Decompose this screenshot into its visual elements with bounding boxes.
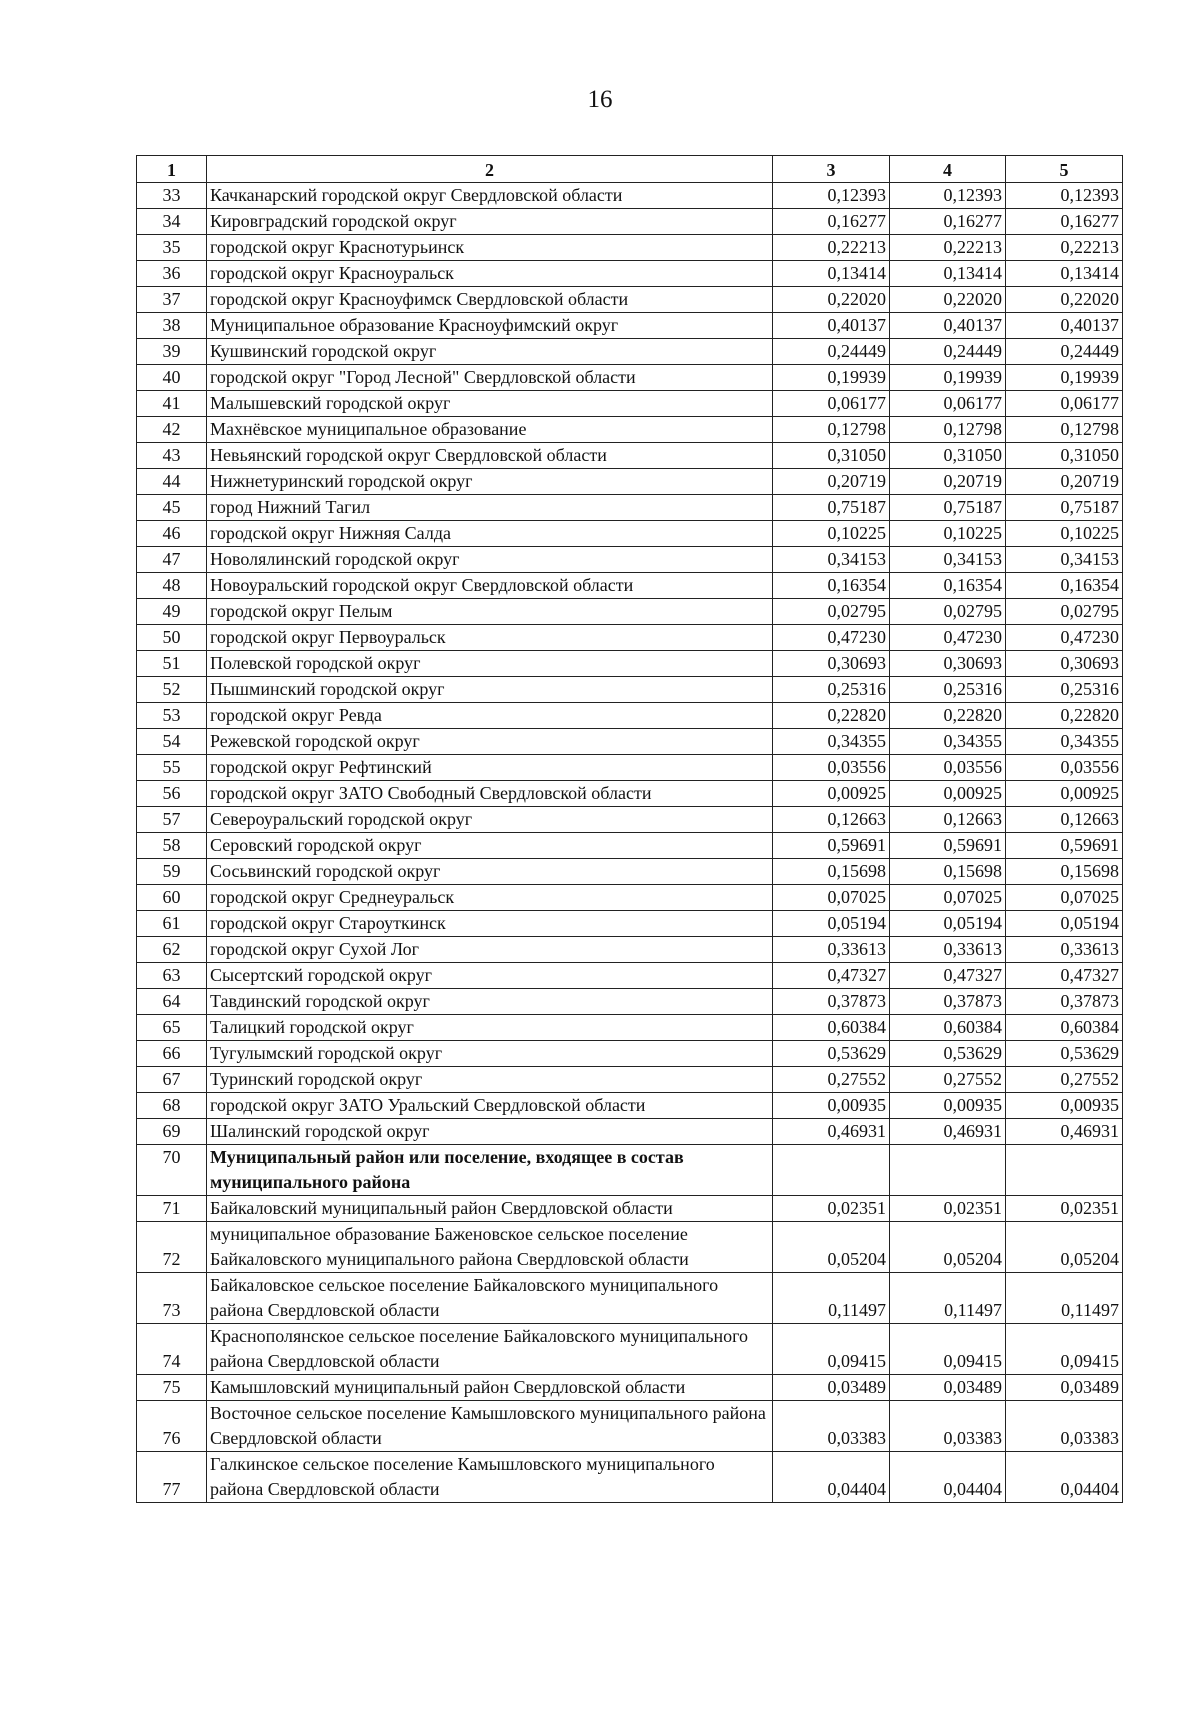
value-col3-cell: 0,11497 (773, 1273, 890, 1324)
value-col3-cell (773, 1145, 890, 1196)
value-col5-cell: 0,53629 (1006, 1041, 1123, 1067)
coefficients-table (136, 155, 1123, 1503)
table-header-row (137, 156, 1123, 183)
table-row (137, 261, 1123, 287)
value-col5-cell: 0,34153 (1006, 547, 1123, 573)
value-col5-cell: 0,24449 (1006, 339, 1123, 365)
value-col3-cell: 0,59691 (773, 833, 890, 859)
value-col4-cell: 0,03383 (890, 1401, 1006, 1452)
value-col4-cell: 0,09415 (890, 1324, 1006, 1375)
value-col4-cell: 0,04404 (890, 1452, 1006, 1503)
table-row (137, 339, 1123, 365)
value-col4-cell: 0,47230 (890, 625, 1006, 651)
value-col5-cell: 0,46931 (1006, 1119, 1123, 1145)
municipality-name-cell: Камышловский муниципальный район Свердловской области (207, 1375, 773, 1401)
municipality-name-cell: городской округ Первоуральск (207, 625, 773, 651)
table-row (137, 209, 1123, 235)
table-row (137, 313, 1123, 339)
value-col3-cell: 0,34153 (773, 547, 890, 573)
table-row (137, 599, 1123, 625)
value-col5-cell: 0,09415 (1006, 1324, 1123, 1375)
table-row (137, 1119, 1123, 1145)
row-number-cell: 39 (137, 339, 207, 365)
value-col4-cell: 0,20719 (890, 469, 1006, 495)
municipality-name-cell: Режевской городской округ (207, 729, 773, 755)
row-number-cell: 65 (137, 1015, 207, 1041)
municipality-name-cell: городской округ Среднеуральск (207, 885, 773, 911)
row-number-cell: 47 (137, 547, 207, 573)
table-row (137, 365, 1123, 391)
table-row (137, 755, 1123, 781)
row-number-cell: 69 (137, 1119, 207, 1145)
row-number-cell: 66 (137, 1041, 207, 1067)
value-col4-cell: 0,33613 (890, 937, 1006, 963)
value-col3-cell: 0,30693 (773, 651, 890, 677)
value-col3-cell: 0,22213 (773, 235, 890, 261)
row-number-cell: 44 (137, 469, 207, 495)
municipality-name-cell: Галкинское сельское поселение Камышловского муниципального района Свердловской области (207, 1452, 773, 1503)
value-col3-cell: 0,20719 (773, 469, 890, 495)
row-number-cell: 38 (137, 313, 207, 339)
value-col4-cell: 0,30693 (890, 651, 1006, 677)
municipality-name-cell: Серовский городской округ (207, 833, 773, 859)
value-col4-cell: 0,25316 (890, 677, 1006, 703)
table-body (137, 183, 1123, 1503)
value-col5-cell: 0,31050 (1006, 443, 1123, 469)
municipality-name-cell: Малышевский городской округ (207, 391, 773, 417)
value-col5-cell: 0,07025 (1006, 885, 1123, 911)
header-cell-2: 2 (207, 156, 773, 183)
value-col5-cell: 0,25316 (1006, 677, 1123, 703)
row-number-cell: 48 (137, 573, 207, 599)
row-number-cell: 45 (137, 495, 207, 521)
value-col3-cell: 0,22020 (773, 287, 890, 313)
table-row (137, 495, 1123, 521)
value-col4-cell: 0,02351 (890, 1196, 1006, 1222)
row-number-cell: 54 (137, 729, 207, 755)
table-row (137, 1196, 1123, 1222)
value-col3-cell: 0,07025 (773, 885, 890, 911)
municipality-name-cell: городской округ Красноуральск (207, 261, 773, 287)
municipality-name-cell: городской округ Сухой Лог (207, 937, 773, 963)
row-number-cell: 68 (137, 1093, 207, 1119)
table-row (137, 625, 1123, 651)
value-col4-cell: 0,00935 (890, 1093, 1006, 1119)
municipality-name-cell: муниципальное образование Баженовское сельское поселение Байкаловского муниципального района Свердловской области (207, 1222, 773, 1273)
value-col3-cell: 0,37873 (773, 989, 890, 1015)
value-col3-cell: 0,04404 (773, 1452, 890, 1503)
table-row (137, 417, 1123, 443)
municipality-name-cell: городской округ Нижняя Салда (207, 521, 773, 547)
value-col4-cell: 0,05204 (890, 1222, 1006, 1273)
value-col3-cell: 0,03556 (773, 755, 890, 781)
value-col5-cell: 0,16277 (1006, 209, 1123, 235)
row-number-cell: 73 (137, 1273, 207, 1324)
table-row (137, 807, 1123, 833)
table-row (137, 391, 1123, 417)
value-col5-cell: 0,02351 (1006, 1196, 1123, 1222)
table-row (137, 963, 1123, 989)
header-cell-1: 1 (137, 156, 207, 183)
value-col5-cell: 0,34355 (1006, 729, 1123, 755)
row-number-cell: 60 (137, 885, 207, 911)
value-col3-cell: 0,19939 (773, 365, 890, 391)
table-row (137, 703, 1123, 729)
municipality-name-cell: Тавдинский городской округ (207, 989, 773, 1015)
row-number-cell: 76 (137, 1401, 207, 1452)
value-col3-cell: 0,09415 (773, 1324, 890, 1375)
table-row (137, 729, 1123, 755)
municipality-name-cell: Полевской городской округ (207, 651, 773, 677)
municipality-name-cell: Шалинский городской округ (207, 1119, 773, 1145)
row-number-cell: 52 (137, 677, 207, 703)
value-col3-cell: 0,33613 (773, 937, 890, 963)
municipality-name-cell: Кушвинский городской округ (207, 339, 773, 365)
value-col5-cell: 0,20719 (1006, 469, 1123, 495)
value-col4-cell: 0,16277 (890, 209, 1006, 235)
table-row (137, 677, 1123, 703)
value-col5-cell: 0,27552 (1006, 1067, 1123, 1093)
row-number-cell: 70 (137, 1145, 207, 1196)
municipality-name-cell: Североуральский городской округ (207, 807, 773, 833)
row-number-cell: 58 (137, 833, 207, 859)
municipality-name-cell: городской округ Красноуфимск Свердловской области (207, 287, 773, 313)
row-number-cell: 50 (137, 625, 207, 651)
row-number-cell: 67 (137, 1067, 207, 1093)
municipality-name-cell: городской округ Краснотурьинск (207, 235, 773, 261)
row-number-cell: 53 (137, 703, 207, 729)
value-col3-cell: 0,25316 (773, 677, 890, 703)
value-col3-cell: 0,13414 (773, 261, 890, 287)
page-number: 16 (587, 86, 613, 113)
value-col4-cell: 0,27552 (890, 1067, 1006, 1093)
value-col5-cell: 0,12798 (1006, 417, 1123, 443)
value-col3-cell: 0,47327 (773, 963, 890, 989)
row-number-cell: 72 (137, 1222, 207, 1273)
table-row (137, 833, 1123, 859)
value-col3-cell: 0,05194 (773, 911, 890, 937)
row-number-cell: 55 (137, 755, 207, 781)
value-col5-cell: 0,22213 (1006, 235, 1123, 261)
row-number-cell: 41 (137, 391, 207, 417)
row-number-cell: 34 (137, 209, 207, 235)
value-col3-cell: 0,02351 (773, 1196, 890, 1222)
value-col3-cell: 0,10225 (773, 521, 890, 547)
value-col4-cell: 0,12663 (890, 807, 1006, 833)
row-number-cell: 57 (137, 807, 207, 833)
value-col3-cell: 0,24449 (773, 339, 890, 365)
row-number-cell: 51 (137, 651, 207, 677)
value-col4-cell: 0,02795 (890, 599, 1006, 625)
value-col5-cell: 0,40137 (1006, 313, 1123, 339)
value-col4-cell: 0,15698 (890, 859, 1006, 885)
value-col3-cell: 0,05204 (773, 1222, 890, 1273)
value-col5-cell: 0,33613 (1006, 937, 1123, 963)
table-row (137, 885, 1123, 911)
row-number-cell: 35 (137, 235, 207, 261)
value-col5-cell: 0,00935 (1006, 1093, 1123, 1119)
table-row (137, 235, 1123, 261)
municipality-name-cell: Новолялинский городской округ (207, 547, 773, 573)
municipality-name-cell: городской округ ЗАТО Уральский Свердловской области (207, 1093, 773, 1119)
value-col4-cell: 0,47327 (890, 963, 1006, 989)
value-col4-cell: 0,07025 (890, 885, 1006, 911)
municipality-name-cell: город Нижний Тагил (207, 495, 773, 521)
municipality-name-cell: Муниципальное образование Красноуфимский округ (207, 313, 773, 339)
municipality-name-cell: Сысертский городской округ (207, 963, 773, 989)
municipality-name-cell: городской округ Ревда (207, 703, 773, 729)
table-row (137, 937, 1123, 963)
value-col5-cell: 0,05194 (1006, 911, 1123, 937)
value-col3-cell: 0,27552 (773, 1067, 890, 1093)
value-col4-cell: 0,75187 (890, 495, 1006, 521)
value-col4-cell: 0,10225 (890, 521, 1006, 547)
value-col4-cell: 0,31050 (890, 443, 1006, 469)
row-number-cell: 42 (137, 417, 207, 443)
value-col4-cell: 0,22020 (890, 287, 1006, 313)
municipality-name-cell: Талицкий городской округ (207, 1015, 773, 1041)
value-col5-cell: 0,10225 (1006, 521, 1123, 547)
value-col5-cell: 0,03489 (1006, 1375, 1123, 1401)
table-row (137, 859, 1123, 885)
municipality-name-cell: Махнёвское муниципальное образование (207, 417, 773, 443)
value-col5-cell: 0,37873 (1006, 989, 1123, 1015)
municipality-name-cell: городской округ ЗАТО Свободный Свердловской области (207, 781, 773, 807)
row-number-cell: 49 (137, 599, 207, 625)
value-col5-cell: 0,12393 (1006, 183, 1123, 209)
value-col4-cell: 0,46931 (890, 1119, 1006, 1145)
value-col4-cell: 0,12798 (890, 417, 1006, 443)
table-row (137, 287, 1123, 313)
value-col3-cell: 0,12798 (773, 417, 890, 443)
value-col4-cell: 0,22820 (890, 703, 1006, 729)
value-col4-cell: 0,59691 (890, 833, 1006, 859)
value-col4-cell: 0,22213 (890, 235, 1006, 261)
value-col4-cell: 0,19939 (890, 365, 1006, 391)
value-col3-cell: 0,00925 (773, 781, 890, 807)
value-col4-cell: 0,03489 (890, 1375, 1006, 1401)
table-row (137, 1067, 1123, 1093)
row-number-cell: 75 (137, 1375, 207, 1401)
municipality-name-cell: Кировградский городской округ (207, 209, 773, 235)
value-col5-cell: 0,05204 (1006, 1222, 1123, 1273)
row-number-cell: 37 (137, 287, 207, 313)
table-row (137, 469, 1123, 495)
table-row (137, 1222, 1123, 1273)
value-col5-cell: 0,75187 (1006, 495, 1123, 521)
value-col5-cell: 0,03556 (1006, 755, 1123, 781)
value-col3-cell: 0,15698 (773, 859, 890, 885)
table-row (137, 1093, 1123, 1119)
municipality-name-cell: Восточное сельское поселение Камышловского муниципального района Свердловской области (207, 1401, 773, 1452)
value-col3-cell: 0,03383 (773, 1401, 890, 1452)
municipality-name-cell: Качканарский городской округ Свердловской области (207, 183, 773, 209)
header-cell-5: 5 (1006, 156, 1123, 183)
table-row (137, 1324, 1123, 1375)
municipality-name-cell: Новоуральский городской округ Свердловской области (207, 573, 773, 599)
value-col5-cell: 0,47230 (1006, 625, 1123, 651)
value-col3-cell: 0,60384 (773, 1015, 890, 1041)
value-col4-cell: 0,00925 (890, 781, 1006, 807)
municipality-name-cell: Муниципальный район или поселение, входящее в состав муниципального района (207, 1145, 773, 1196)
value-col4-cell: 0,03556 (890, 755, 1006, 781)
row-number-cell: 63 (137, 963, 207, 989)
header-cell-3: 3 (773, 156, 890, 183)
table-row (137, 651, 1123, 677)
table-row (137, 521, 1123, 547)
municipality-name-cell: Пышминский городской округ (207, 677, 773, 703)
value-col3-cell: 0,16354 (773, 573, 890, 599)
value-col4-cell: 0,34153 (890, 547, 1006, 573)
value-col4-cell: 0,11497 (890, 1273, 1006, 1324)
value-col3-cell: 0,46931 (773, 1119, 890, 1145)
value-col4-cell: 0,24449 (890, 339, 1006, 365)
row-number-cell: 74 (137, 1324, 207, 1375)
value-col5-cell: 0,04404 (1006, 1452, 1123, 1503)
table-row (137, 1041, 1123, 1067)
value-col4-cell: 0,13414 (890, 261, 1006, 287)
municipality-name-cell: городской округ Пелым (207, 599, 773, 625)
table-row (137, 989, 1123, 1015)
value-col3-cell: 0,00935 (773, 1093, 890, 1119)
municipality-name-cell: Байкаловский муниципальный район Свердловской области (207, 1196, 773, 1222)
value-col5-cell: 0,22020 (1006, 287, 1123, 313)
value-col5-cell: 0,11497 (1006, 1273, 1123, 1324)
municipality-name-cell: Невьянский городской округ Свердловской области (207, 443, 773, 469)
value-col4-cell (890, 1145, 1006, 1196)
value-col5-cell: 0,06177 (1006, 391, 1123, 417)
value-col5-cell: 0,19939 (1006, 365, 1123, 391)
municipality-name-cell: Байкаловское сельское поселение Байкаловского муниципального района Свердловской области (207, 1273, 773, 1324)
table-row (137, 547, 1123, 573)
value-col4-cell: 0,34355 (890, 729, 1006, 755)
row-number-cell: 43 (137, 443, 207, 469)
municipality-name-cell: городской округ "Город Лесной" Свердловской области (207, 365, 773, 391)
value-col5-cell: 0,02795 (1006, 599, 1123, 625)
value-col5-cell: 0,12663 (1006, 807, 1123, 833)
municipality-name-cell: городской округ Рефтинский (207, 755, 773, 781)
value-col4-cell: 0,06177 (890, 391, 1006, 417)
value-col4-cell: 0,53629 (890, 1041, 1006, 1067)
value-col3-cell: 0,12663 (773, 807, 890, 833)
value-col4-cell: 0,40137 (890, 313, 1006, 339)
value-col4-cell: 0,12393 (890, 183, 1006, 209)
table-row (137, 1452, 1123, 1503)
row-number-cell: 59 (137, 859, 207, 885)
value-col3-cell: 0,75187 (773, 495, 890, 521)
value-col3-cell: 0,40137 (773, 313, 890, 339)
value-col3-cell: 0,34355 (773, 729, 890, 755)
value-col5-cell: 0,15698 (1006, 859, 1123, 885)
table-row (137, 781, 1123, 807)
header-cell-4: 4 (890, 156, 1006, 183)
table-row (137, 573, 1123, 599)
table-row (137, 443, 1123, 469)
value-col5-cell: 0,16354 (1006, 573, 1123, 599)
row-number-cell: 61 (137, 911, 207, 937)
value-col4-cell: 0,05194 (890, 911, 1006, 937)
row-number-cell: 56 (137, 781, 207, 807)
value-col4-cell: 0,16354 (890, 573, 1006, 599)
row-number-cell: 36 (137, 261, 207, 287)
value-col5-cell: 0,22820 (1006, 703, 1123, 729)
municipality-name-cell: Краснополянское сельское поселение Байкаловского муниципального района Свердловской области (207, 1324, 773, 1375)
section-header-row (137, 1145, 1123, 1196)
value-col5-cell (1006, 1145, 1123, 1196)
value-col4-cell: 0,37873 (890, 989, 1006, 1015)
row-number-cell: 62 (137, 937, 207, 963)
row-number-cell: 77 (137, 1452, 207, 1503)
table-row (137, 1401, 1123, 1452)
value-col3-cell: 0,31050 (773, 443, 890, 469)
row-number-cell: 64 (137, 989, 207, 1015)
value-col5-cell: 0,00925 (1006, 781, 1123, 807)
table-row (137, 1375, 1123, 1401)
value-col3-cell: 0,53629 (773, 1041, 890, 1067)
row-number-cell: 46 (137, 521, 207, 547)
row-number-cell: 40 (137, 365, 207, 391)
value-col5-cell: 0,60384 (1006, 1015, 1123, 1041)
table-row (137, 183, 1123, 209)
value-col5-cell: 0,47327 (1006, 963, 1123, 989)
value-col5-cell: 0,03383 (1006, 1401, 1123, 1452)
value-col3-cell: 0,16277 (773, 209, 890, 235)
value-col5-cell: 0,13414 (1006, 261, 1123, 287)
table-row (137, 1273, 1123, 1324)
municipality-name-cell: Туринский городской округ (207, 1067, 773, 1093)
table-row (137, 911, 1123, 937)
value-col4-cell: 0,60384 (890, 1015, 1006, 1041)
value-col3-cell: 0,12393 (773, 183, 890, 209)
value-col3-cell: 0,03489 (773, 1375, 890, 1401)
municipality-name-cell: городской округ Староуткинск (207, 911, 773, 937)
value-col3-cell: 0,22820 (773, 703, 890, 729)
value-col3-cell: 0,02795 (773, 599, 890, 625)
value-col5-cell: 0,30693 (1006, 651, 1123, 677)
value-col3-cell: 0,06177 (773, 391, 890, 417)
row-number-cell: 71 (137, 1196, 207, 1222)
row-number-cell: 33 (137, 183, 207, 209)
value-col3-cell: 0,47230 (773, 625, 890, 651)
municipality-name-cell: Сосьвинский городской округ (207, 859, 773, 885)
table-row (137, 1015, 1123, 1041)
value-col5-cell: 0,59691 (1006, 833, 1123, 859)
municipality-name-cell: Тугулымский городской округ (207, 1041, 773, 1067)
municipality-name-cell: Нижнетуринский городской округ (207, 469, 773, 495)
